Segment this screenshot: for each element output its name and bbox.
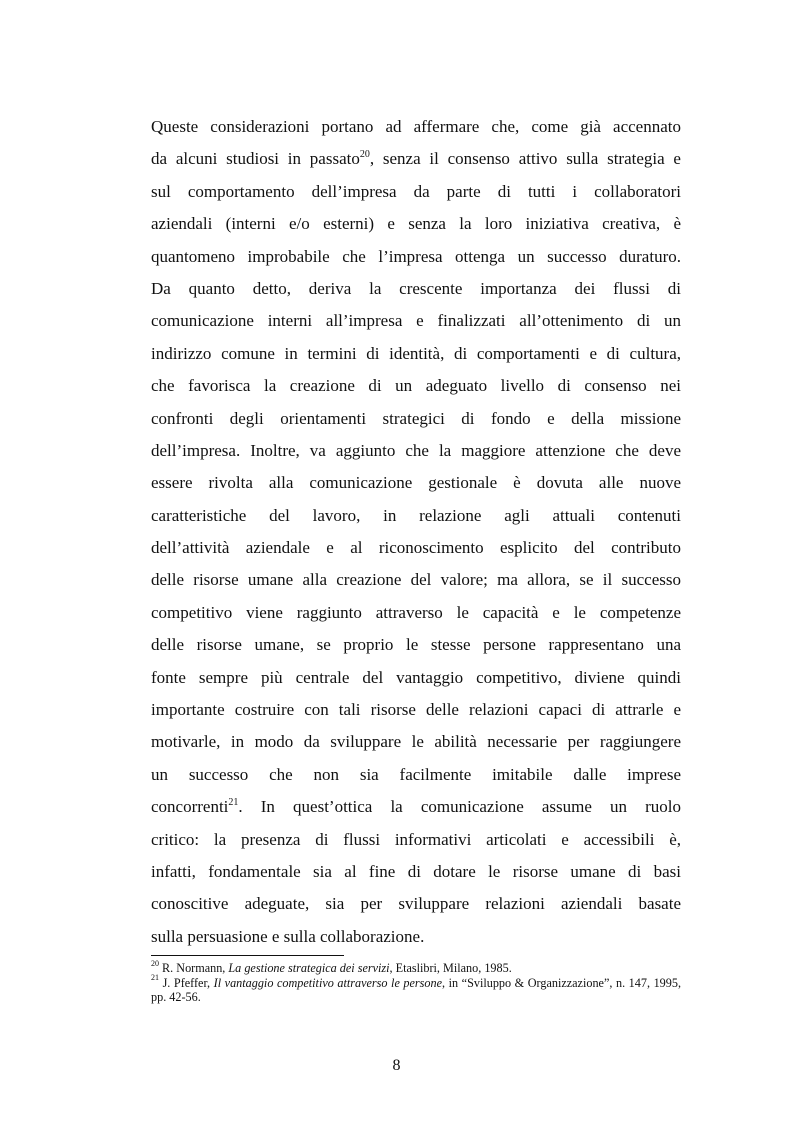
text-line: Da quanto detto, deriva la crescente importanza dei flussi di — [151, 278, 681, 298]
footnote-rest: , Etaslibri, Milano, 1985. — [389, 961, 512, 975]
footnote-title: La gestione strategica dei servizi — [228, 961, 390, 975]
text-line: comunicazione interni all’impresa e finalizzati all’ottenimento di un — [151, 311, 681, 331]
text-fragment: da alcuni studiosi in passato — [151, 149, 360, 169]
footnote-number: 21 — [151, 973, 159, 983]
text-line: dell’impresa. Inoltre, va aggiunto che la maggiore attenzione che deve — [151, 440, 681, 460]
footnote-21 — [151, 973, 681, 1005]
footnote-separator — [151, 955, 344, 956]
page-number: 8 — [392, 1057, 401, 1074]
text-line: importante costruire con tali risorse delle relazioni capaci di attrarle e — [151, 700, 681, 720]
text-fragment: . In quest’ottica la comunicazione assume un ruolo — [238, 797, 681, 817]
text-line: delle risorse umane, se proprio le stesse persone rappresentano una — [151, 635, 681, 655]
text-line: infatti, fondamentale sia al fine di dotare le risorse umane di basi — [151, 861, 681, 881]
text-line: sulla persuasione e sulla collaborazione. — [151, 926, 425, 946]
text-line: quantomeno improbabile che l’impresa ottenga un successo duraturo. — [151, 246, 681, 266]
footnote-ref-20: 20 — [359, 148, 370, 160]
body-paragraph — [151, 111, 681, 953]
text-line: confronti degli orientamenti strategici di fondo e della missione — [151, 408, 681, 428]
footnote-20 — [151, 958, 681, 976]
text-fragment: , senza il consenso attivo sulla strategia e — [369, 149, 681, 169]
text-line: delle risorse umane alla creazione del valore; ma allora, se il successo — [151, 570, 681, 590]
footnote-number: 20 — [151, 958, 159, 968]
text-line: caratteristiche del lavoro, in relazione agli attuali contenuti — [151, 505, 681, 525]
text-line: che favorisca la creazione di un adeguato livello di consenso nei — [151, 376, 681, 396]
text-fragment: concorrenti — [151, 797, 229, 817]
footnote-author: R. Normann, — [159, 961, 229, 975]
text-line: fonte sempre più centrale del vantaggio competitivo, diviene quindi — [151, 667, 681, 687]
text-line — [151, 791, 681, 823]
text-line: dell’attività aziendale e al riconoscimento esplicito del contributo — [151, 538, 681, 558]
text-line: Queste considerazioni portano ad affermare che, come già accennato — [151, 117, 681, 136]
text-line: indirizzo comune in termini di identità, di comportamenti e di cultura, — [151, 343, 681, 363]
text-line: essere rivolta alla comunicazione gestionale è dovuta alle nuove — [151, 473, 681, 493]
footnote-title: Il vantaggio competitivo attraverso le persone — [213, 975, 443, 990]
text-line: aziendali (interni e/o esterni) e senza la loro iniziativa creativa, è — [151, 214, 681, 234]
text-line: sul comportamento dell’impresa da parte di tutti i collaboratori — [151, 181, 681, 201]
text-line — [151, 143, 681, 175]
footnote-rest: , in “Sviluppo & Organizzazione”, n. 147, 1995, pp. 42-56. — [151, 975, 681, 1004]
text-line: critico: la presenza di flussi informativi articolati e accessibili è, — [151, 829, 681, 849]
text-line: motivarle, in modo da sviluppare le abilità necessarie per raggiungere — [151, 732, 681, 752]
text-line: un successo che non sia facilmente imitabile dalle imprese — [151, 764, 681, 784]
text-line: conoscitive adeguate, sia per sviluppare relazioni aziendali basate — [151, 894, 681, 914]
text-line: competitivo viene raggiunto attraverso le capacità e le competenze — [151, 602, 681, 622]
footnotes — [151, 958, 681, 1005]
footnote-ref-21: 21 — [228, 796, 239, 808]
footnote-author: J. Pfeffer, — [159, 975, 214, 990]
